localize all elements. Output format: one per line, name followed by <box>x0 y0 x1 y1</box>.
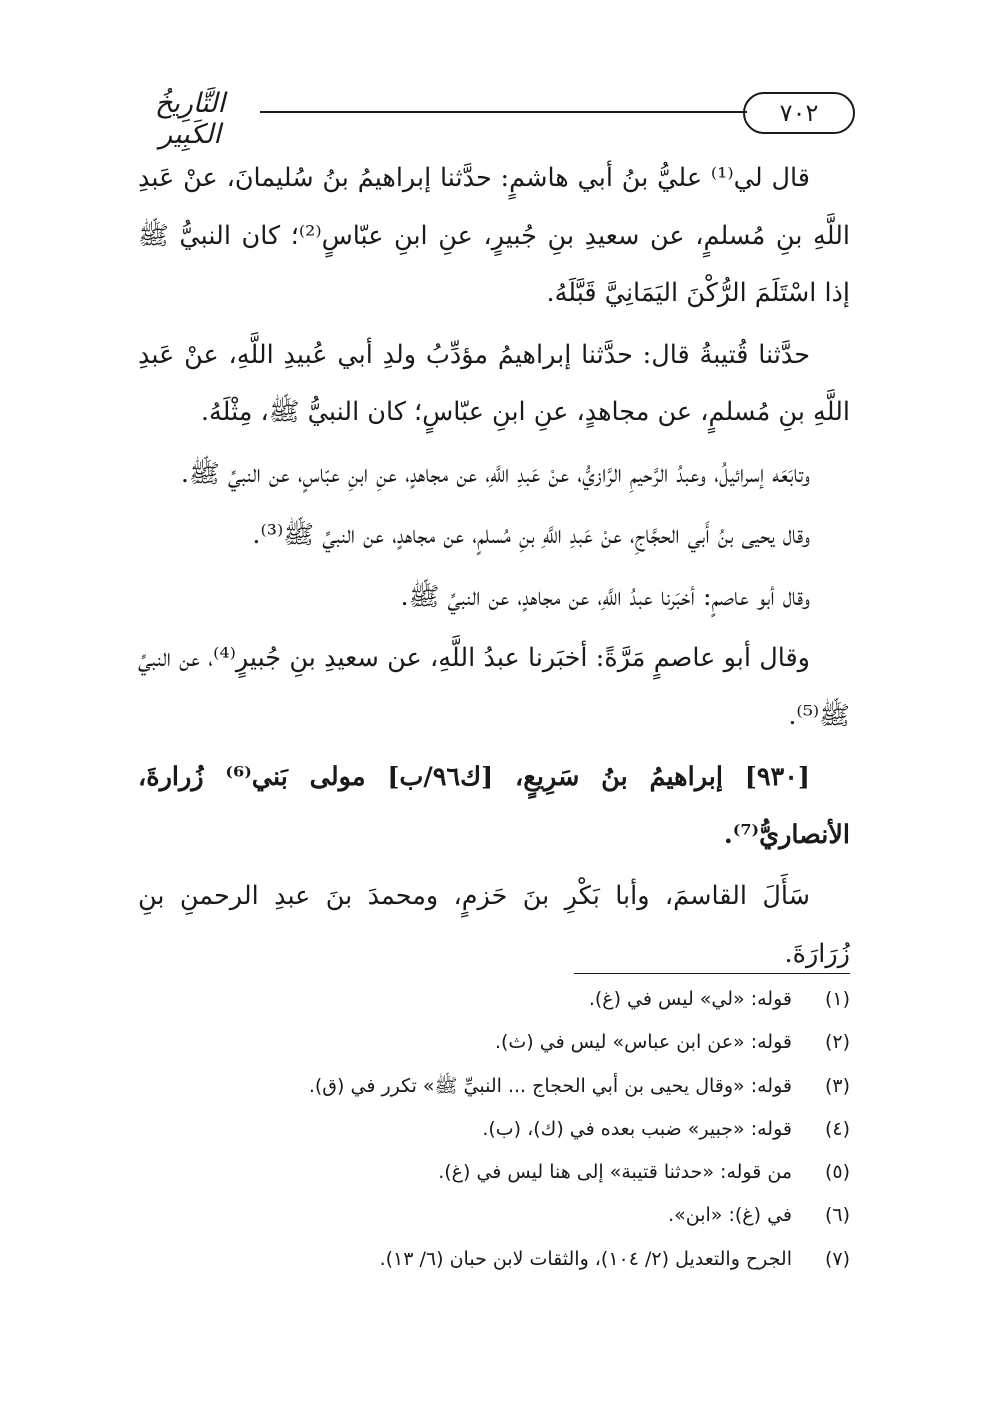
footnote-number: (٢) <box>824 1031 850 1054</box>
paragraph-6: وقال أبو عاصمٍ مَرَّةً: أخبَرنا عبدُ اللَّهِ، عن سعيدِ بنِ جُبيرٍ⁽⁴⁾، عن النبيِّ ﷺ⁽⁵⁾. <box>138 643 850 731</box>
paragraph-5: وقال أبو عاصمٍ: أخبَرنا عبدُ اللَّهِ، عن مجاهدٍ، عن النبيِّ ﷺ. <box>400 581 810 612</box>
footnote-number: (٧) <box>824 1247 850 1270</box>
main-text <box>138 150 850 987</box>
paragraph-2: حدَّثنا قُتيبةُ قال: حدَّثنا إبراهيمُ مؤدِّبُ ولدِ أبي عُبيدِ اللَّهِ، عنْ عَبدِ اللَّهِ بنِ مُسلمٍ، عن مجاهدٍ، عنِ ابنِ عبّاسٍ؛ كان النبيُّ ﷺ، مِثْلَهُ. <box>138 339 850 427</box>
footnote-text: قوله: «جبير» ضبب بعده في (ك)، (ب). <box>482 1117 792 1140</box>
page-number: ٧٠٢ <box>779 99 819 127</box>
entry-text: سَأَلَ القاسمَ، وأبا بَكْرِ بنَ حَزمٍ، ومحمدَ بنَ عبدِ الرحمنِ بنِ زُرَارَةَ. <box>138 881 850 969</box>
footnote-text: قوله: «لي» ليس في (غ). <box>588 988 792 1010</box>
footnote-number: (٦) <box>824 1204 850 1227</box>
footnote-separator <box>574 973 850 974</box>
footnote-text: من قوله: «حدثنا قتيبة» إلى هنا ليس في (غ). <box>438 1161 792 1184</box>
footnote-text: قوله: «عن ابن عباس» ليس في (ث). <box>494 1031 792 1054</box>
footnote <box>138 1238 850 1281</box>
entry-heading: [٩٣٠] إبراهيمُ بنُ سَرِيعٍ، [ك٩٦/ب] مولى بَني⁽⁶⁾ زُرارةَ، الأنصاريُّ⁽⁷⁾. <box>138 762 850 850</box>
footnote <box>138 1021 850 1064</box>
footnote-text: قوله: «وقال يحيى بن أبي الحجاج ... النبيِّ ﷺ» تكرر في (ق). <box>308 1074 792 1097</box>
page-number-badge <box>743 92 855 134</box>
paragraph-3: وتابَعَه إسرائيلُ، وعبدُ الرَّحيمِ الرَّازيُّ، عنْ عَبدِ اللَّهِ، عن مجاهدٍ، عنِ ابنِ عبّاسٍ، عن النبيِّ ﷺ. <box>180 458 810 489</box>
footnote <box>138 978 850 1021</box>
footnote-number: (٤) <box>824 1117 850 1140</box>
footnote <box>138 1108 850 1151</box>
footnote-number: (١) <box>824 988 850 1010</box>
footnote-number: (٥) <box>824 1161 850 1184</box>
running-header <box>125 88 855 150</box>
footnote <box>138 1194 850 1237</box>
footnote-number: (٣) <box>824 1074 850 1097</box>
paragraph-4: وقال يحيى بنُ أَبي الحجَّاجِ، عنْ عَبدِ اللَّهِ بنِ مُسلمٍ، عن مجاهدٍ، عن النبيِّ ﷺ⁽³⁾. <box>252 520 810 550</box>
footnotes <box>138 978 850 1281</box>
footnote <box>138 1065 850 1108</box>
book-title: التَّارِيخُ الكَبِير <box>154 88 226 150</box>
header-rule <box>260 111 747 113</box>
footnote-text: الجرح والتعديل (٢/ ١٠٤)، والثقات لابن حبان (٦/ ١٣). <box>379 1247 792 1270</box>
footnote-text: في (غ): «ابن». <box>668 1204 792 1227</box>
footnote <box>138 1151 850 1194</box>
paragraph-1: قال لي⁽¹⁾ عليُّ بنُ أبي هاشمٍ: حدَّثنا إبراهيمُ بنُ سُليمانَ، عنْ عَبدِ اللَّهِ بنِ مُسلمٍ، عن سعيدِ بنِ جُبيرٍ، عنِ ابنِ عبّاسٍ⁽²⁾؛ كان النبيُّ ﷺ إذا اسْتَلَمَ الرُّكْنَ اليَمَانِيَّ قَبَّلَهُ. <box>138 163 851 308</box>
